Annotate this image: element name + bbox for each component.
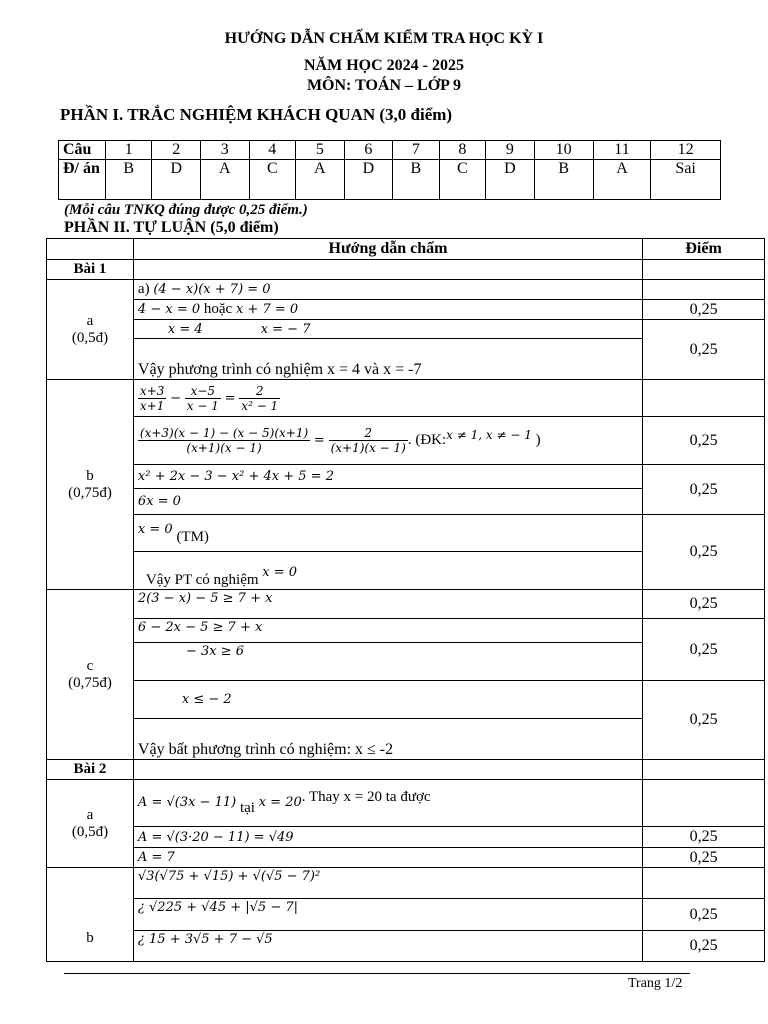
score: 0,25 xyxy=(643,417,765,465)
footer-divider xyxy=(64,973,690,974)
b2b-label: b xyxy=(86,930,94,946)
q-cell: 2 xyxy=(152,141,201,160)
a-cell: D xyxy=(486,160,535,200)
part2-heading: PHẦN II. TỰ LUẬN (5,0 điểm) xyxy=(64,219,279,236)
b1b-step5: x = 0 (TM) xyxy=(133,515,642,552)
q-cell: 11 xyxy=(593,141,651,160)
score: 0,25 xyxy=(643,300,765,320)
b2a-step3: A = 7 xyxy=(133,848,642,868)
b1b-label: b xyxy=(86,467,94,484)
score: 0,25 xyxy=(643,827,765,848)
q-cell: 9 xyxy=(486,141,535,160)
scoring-note: (Mỗi câu TNKQ đúng được 0,25 điểm.) xyxy=(64,202,308,218)
b1a-step2: 4 − x = 0 hoặc x + 7 = 0 xyxy=(133,300,642,320)
a-cell: B xyxy=(106,160,152,200)
a-cell: C xyxy=(439,160,485,200)
b1c-step2: 6 − 2x − 5 ≥ 7 + x xyxy=(133,619,642,643)
subject: MÔN: TOÁN – LỚP 9 xyxy=(306,77,462,94)
a-cell: A xyxy=(201,160,250,200)
bai1-label: Bài 1 xyxy=(47,260,134,280)
b2a-label: a xyxy=(86,806,94,823)
bai2-row xyxy=(47,760,765,780)
b1b-step3: x² + 2x − 3 − x² + 4x + 5 = 2 xyxy=(133,465,642,489)
score: 0,25 xyxy=(643,515,765,590)
b1c-step4: x ≤ − 2 xyxy=(133,681,642,719)
q-cell: 7 xyxy=(393,141,439,160)
answer-label: Đ/ án xyxy=(59,160,106,200)
b2a-step2: A = √(3·20 − 11) = √49 xyxy=(133,827,642,848)
q-cell: 6 xyxy=(344,141,393,160)
b1c-step1: 2(3 − x) − 5 ≥ 7 + x xyxy=(133,590,642,619)
header-row xyxy=(47,239,765,260)
a-cell: A xyxy=(593,160,651,200)
score: 0,25 xyxy=(643,848,765,868)
b1a-step3: x = 4 x = − 7 xyxy=(133,320,642,339)
bai1-row xyxy=(47,260,765,280)
b2a-points: (0,5đ) xyxy=(71,823,109,840)
school-year: NĂM HỌC 2024 - 2025 xyxy=(304,57,464,74)
b1a-conclusion: Vậy phương trình có nghiệm x = 4 và x = -7 xyxy=(133,339,642,380)
b1a-label-cell xyxy=(47,280,134,380)
b1b-label-cell xyxy=(47,380,134,590)
b1a-step1: a) (4 − x)(x + 7) = 0 xyxy=(133,280,642,300)
answer-table xyxy=(58,140,721,200)
part1-heading: PHẦN I. TRẮC NGHIỆM KHÁCH QUAN (3,0 điểm) xyxy=(60,105,453,124)
a-cell: D xyxy=(344,160,393,200)
b2b-label-cell xyxy=(47,868,134,962)
score: 0,25 xyxy=(643,681,765,760)
b2b-step2: ¿ √225 + √45 + |√5 − 7| xyxy=(133,899,642,931)
b1b-step4: 6x = 0 xyxy=(133,489,642,515)
q-cell: 5 xyxy=(296,141,345,160)
doc-title: HƯỚNG DẪN CHẤM KIỂM TRA HỌC KỲ I xyxy=(224,30,544,47)
a-cell: D xyxy=(152,160,201,200)
b1b-conclusion: Vậy PT có nghiệm x = 0 xyxy=(133,552,642,590)
page-number: Trang 1/2 xyxy=(628,976,683,991)
b1c-step3: − 3x ≥ 6 xyxy=(133,643,642,681)
q-cell: 1 xyxy=(106,141,152,160)
score: 0,25 xyxy=(643,899,765,931)
q-cell: 10 xyxy=(534,141,593,160)
a-cell: Sai xyxy=(651,160,721,200)
q-cell: 8 xyxy=(439,141,485,160)
score: 0,25 xyxy=(643,320,765,380)
q-cell: 4 xyxy=(249,141,295,160)
b1c-label-cell xyxy=(47,590,134,760)
question-label: Câu xyxy=(59,141,106,160)
b1a-label: a xyxy=(86,312,94,329)
b1b-points: (0,75đ) xyxy=(68,484,112,501)
bai2-label: Bài 2 xyxy=(47,760,134,780)
b2b-step3: ¿ 15 + 3√5 + 7 − √5 xyxy=(133,931,642,962)
b1a-points: (0,5đ) xyxy=(71,329,109,346)
score: 0,25 xyxy=(643,931,765,962)
b2a-step1: A = √(3x − 11) tại x = 20. Thay x = 20 ta được xyxy=(133,780,642,827)
score: 0,25 xyxy=(643,465,765,515)
a-cell: C xyxy=(249,160,295,200)
col-guide: Hướng dẫn chấm xyxy=(133,239,642,260)
a-cell: A xyxy=(296,160,345,200)
b2a-label-cell xyxy=(47,780,134,868)
score: 0,25 xyxy=(643,590,765,619)
b1b-step1: $\frac{x+3}{x+1}$ − $\frac{x-5}{x - 1}$ = $\frac{2}{\text{x² − 1}}$ xyxy=(133,380,642,417)
question-row xyxy=(59,141,721,160)
b1c-label: c xyxy=(86,657,94,674)
score: 0,25 xyxy=(643,619,765,681)
col-score: Điểm xyxy=(643,239,765,260)
a-cell: B xyxy=(393,160,439,200)
b1c-points: (0,75đ) xyxy=(68,674,112,691)
b1c-conclusion: Vậy bất phương trình có nghiệm: x ≤ -2 xyxy=(133,719,642,760)
b2b-step1: √3(√75 + √15) + √(√5 − 7)² xyxy=(133,868,642,899)
answer-row xyxy=(59,160,721,200)
a-cell: B xyxy=(534,160,593,200)
b1b-step2: $\frac{(x+3)(x - 1) - (x - 5)(x+1)}{(x+1)(x - 1)}$ = $\frac{2}{(x+1)(x - 1)}$ . (ĐK:$^{x \ne 1, x \ne - 1}$ ) xyxy=(133,417,642,465)
grading-table xyxy=(46,238,765,962)
q-cell: 3 xyxy=(201,141,250,160)
q-cell: 12 xyxy=(651,141,721,160)
